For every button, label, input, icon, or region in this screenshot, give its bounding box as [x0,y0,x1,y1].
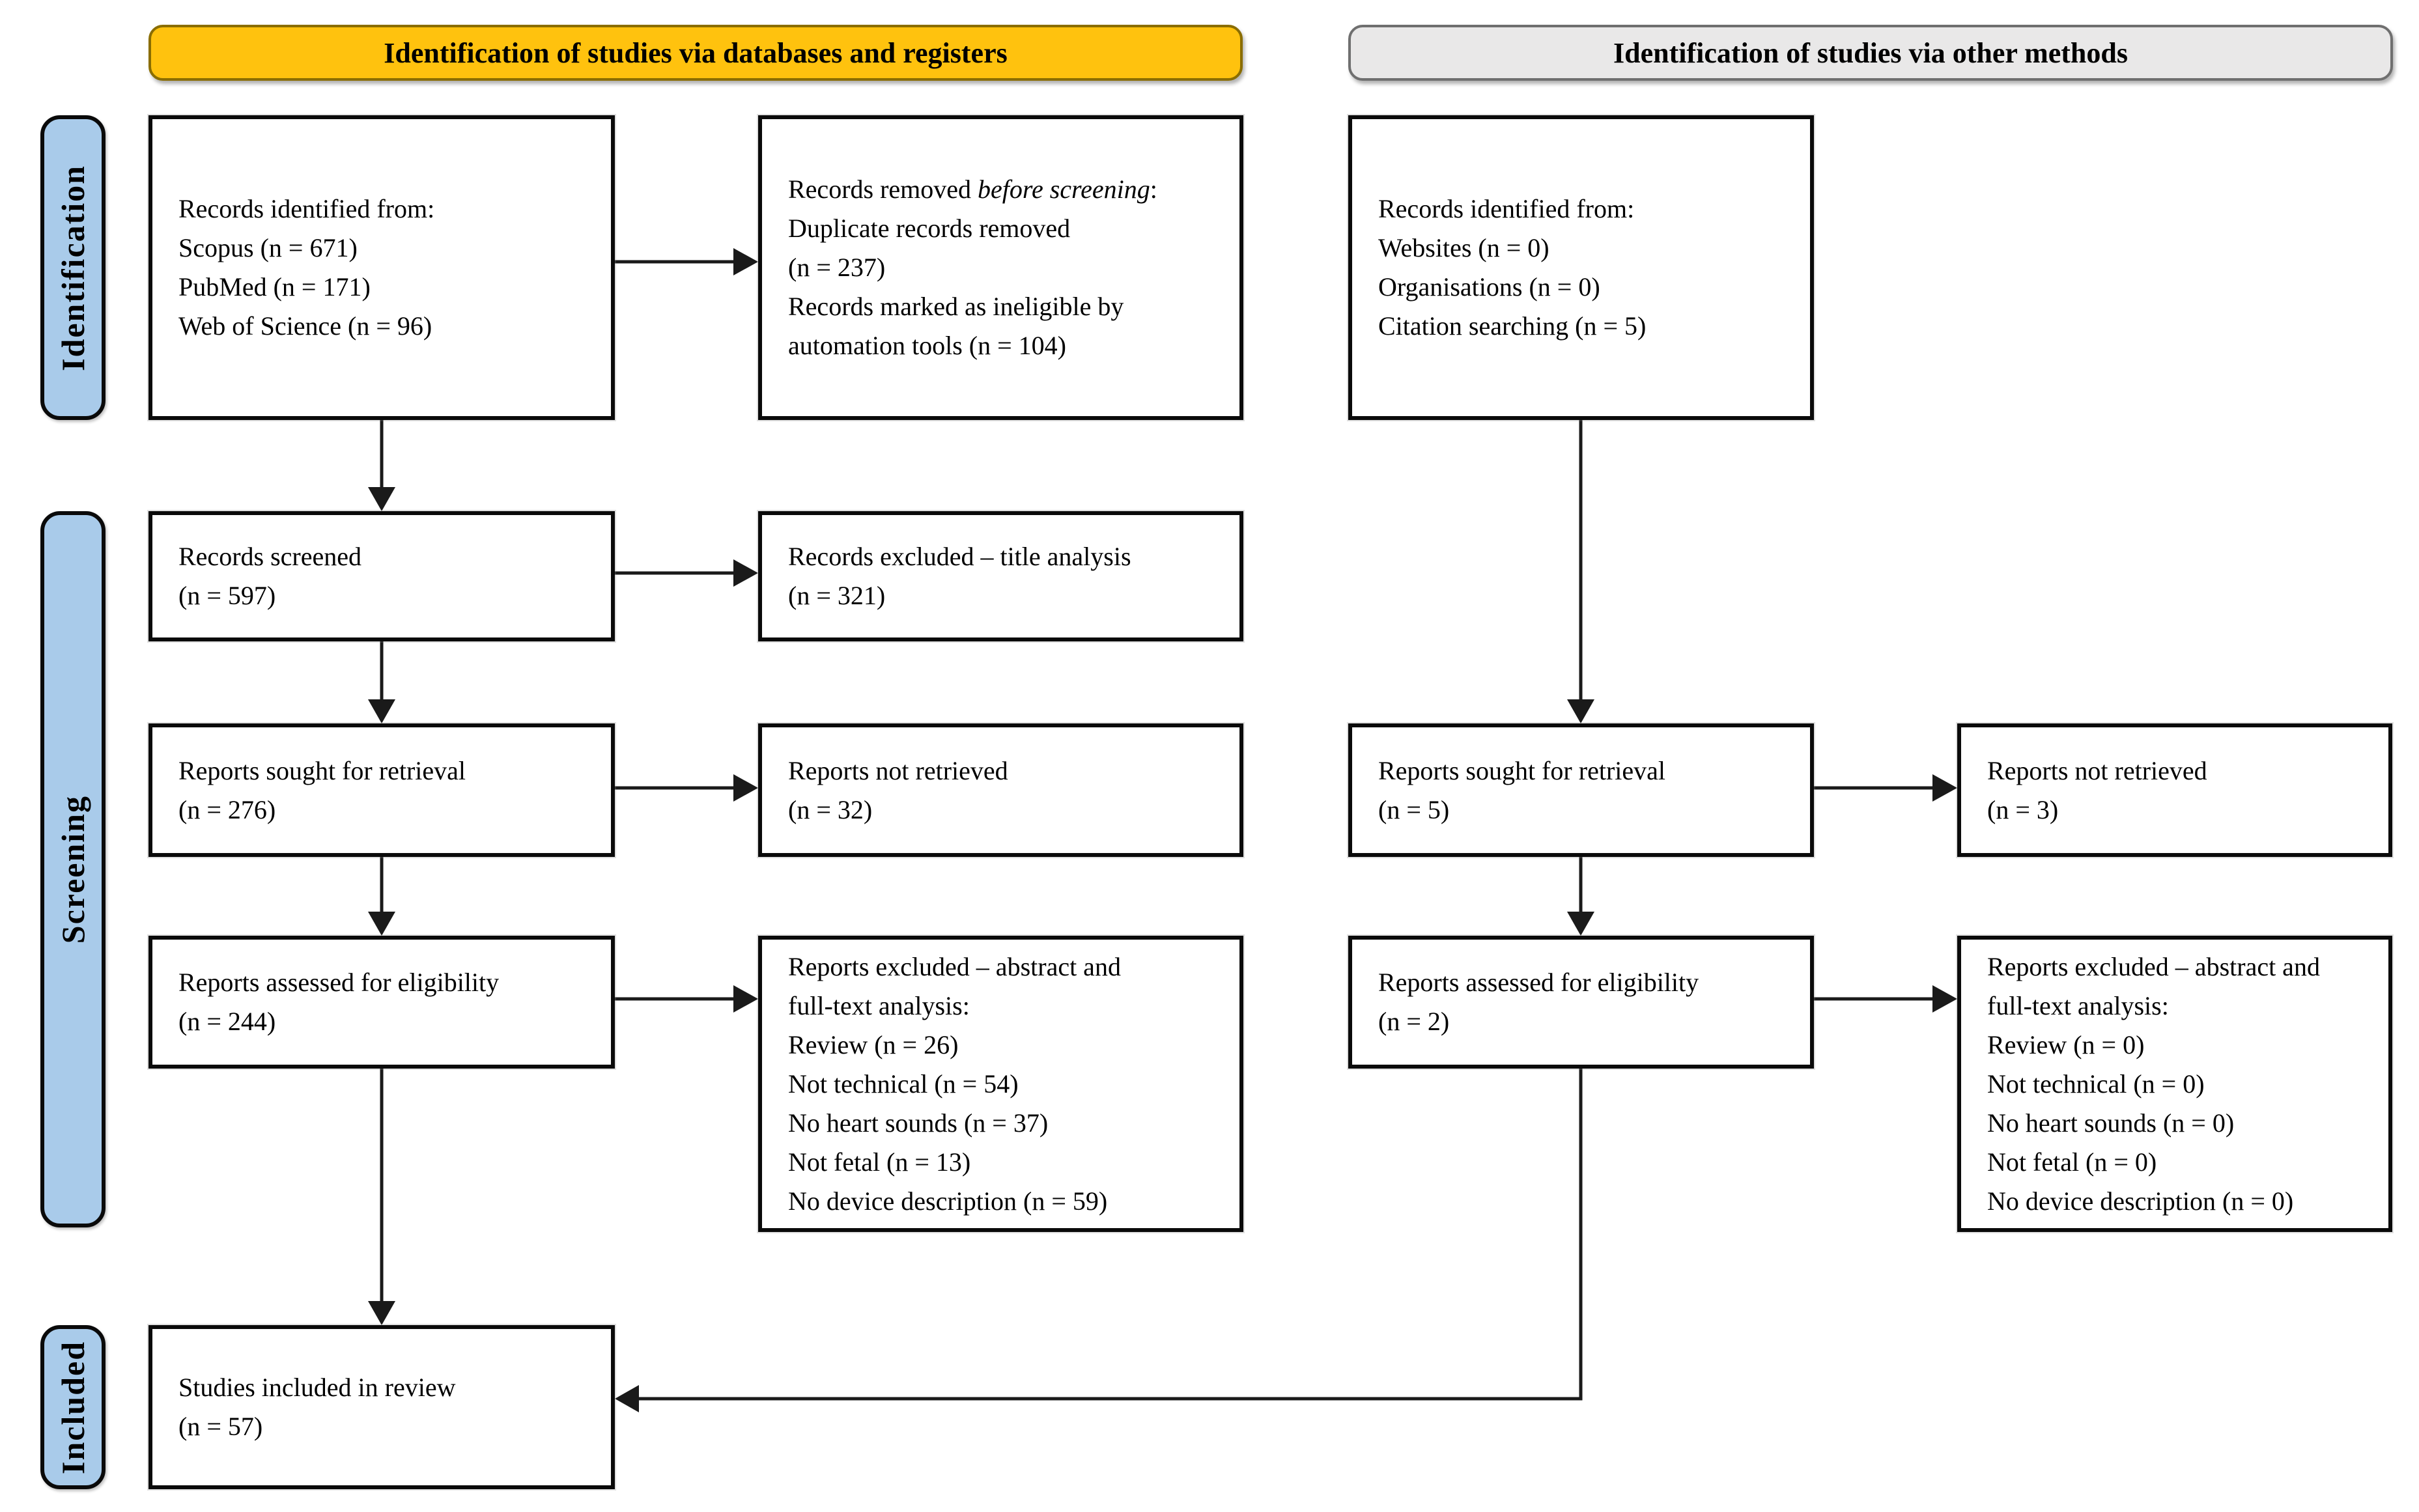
box-reports-excluded-databases-text [762,938,1239,1230]
text-line: Reports sought for retrieval [178,755,466,785]
box-reports-assessed-other [1348,936,1814,1069]
text-line: Not technical (n = 0) [1987,1069,2205,1099]
arrow-sought-to-notretrieved-db [615,774,758,802]
sidebar-identification [40,115,106,420]
text-line: (n = 276) [178,794,276,824]
text-line: Web of Science (n = 96) [178,311,432,341]
box-reports-not-retrieved-other [1957,723,2392,857]
arrow-assessed-to-excluded-db [615,985,758,1013]
text-line [788,170,1220,209]
box-records-screened-text [152,528,611,624]
text-line: (n = 5) [1378,794,1450,824]
sidebar-screening [40,511,106,1227]
arrow-identified-other-to-sought [1567,420,1594,723]
box-reports-excluded-databases [758,936,1243,1232]
text-line: Records excluded – title analysis [788,542,1131,571]
text-line: Not fetal (n = 13) [788,1147,971,1177]
box-reports-excluded-other-text [1961,938,2388,1230]
text-line: (n = 244) [178,1007,276,1036]
header-other-methods-label: Identification of studies via other methods [1613,36,2128,69]
text-line: Reports assessed for eligibility [1378,968,1699,997]
arrow-identified-to-screened [368,420,395,511]
records-removed-italic: before screening [978,175,1150,204]
header-databases-registers [149,25,1243,81]
text-line: No heart sounds (n = 0) [1987,1108,2235,1138]
arrow-identified-to-removed [615,248,758,275]
text-line: (n = 597) [178,581,276,610]
sidebar-identification-label: Identification [55,164,91,371]
text-line: Not technical (n = 54) [788,1069,1019,1099]
sidebar-included-label: Included [55,1340,91,1474]
header-other-methods [1348,25,2393,81]
records-removed-suffix: : [1150,175,1157,204]
records-removed-prefix: Records removed [788,175,978,204]
text-line: full-text analysis: [788,990,970,1020]
text-line: PubMed (n = 171) [178,272,371,301]
text-line: full-text analysis: [1987,990,2169,1020]
text-line: Websites (n = 0) [1378,233,1549,262]
text-line: Reports sought for retrieval [1378,755,1665,785]
text-line: Records identified from: [178,194,435,223]
text-line: Records identified from: [1378,194,1635,223]
text-line: Review (n = 26) [788,1029,959,1059]
text-line: Duplicate records removed [788,214,1071,243]
text-line: (n = 57) [178,1412,263,1441]
text-line: Not fetal (n = 0) [1987,1147,2157,1177]
arrow-assessed-to-included [368,1069,395,1325]
text-line: No device description (n = 0) [1987,1186,2294,1216]
box-reports-sought-databases-text [152,742,611,839]
text-line: (n = 321) [788,581,886,610]
box-reports-not-retrieved-other-text [1961,742,2388,839]
box-reports-sought-other-text [1352,742,1810,839]
arrow-screened-to-sought [368,641,395,723]
text-line: Reports not retrieved [1987,755,2207,785]
text-line: Reports excluded – abstract and [788,951,1121,981]
box-reports-not-retrieved-databases-text [762,742,1239,839]
sidebar-included [40,1325,106,1489]
text-line: Studies included in review [178,1373,456,1402]
box-records-identified-other-text [1352,180,1810,355]
box-reports-sought-other [1348,723,1814,857]
text-line: Records screened [178,542,361,571]
text-line: Reports assessed for eligibility [178,968,500,997]
text-line: Records marked as ineligible by [788,292,1124,321]
box-records-identified-databases-text [152,180,611,355]
box-records-excluded-title-analysis [758,511,1243,641]
text-line: Citation searching (n = 5) [1378,311,1647,341]
box-reports-assessed-other-text [1352,954,1810,1050]
box-studies-included-text [152,1359,611,1455]
sidebar-screening-label: Screening [55,794,91,944]
arrow-sought-to-assessed-other [1567,857,1594,936]
text-line: (n = 3) [1987,794,2059,824]
text-line: (n = 32) [788,794,873,824]
text-line: No heart sounds (n = 37) [788,1108,1049,1138]
box-records-identified-other [1348,115,1814,420]
box-reports-not-retrieved-databases [758,723,1243,857]
box-reports-excluded-other [1957,936,2392,1232]
arrow-sought-to-notretrieved-other [1814,774,1957,802]
header-databases-registers-label: Identification of studies via databases and registers [384,36,1008,69]
arrow-screened-to-excluded [615,559,758,587]
text-line: (n = 237) [788,253,886,282]
text-line: No device description (n = 59) [788,1186,1108,1216]
text-line: Reports excluded – abstract and [1987,951,2320,981]
text-line: Review (n = 0) [1987,1029,2145,1059]
box-records-screened [149,511,615,641]
arrow-assessed-to-excluded-other [1814,985,1957,1013]
text-line: Organisations (n = 0) [1378,272,1600,301]
box-records-excluded-title-analysis-text [762,528,1239,624]
box-records-removed-before-screening [758,115,1243,420]
box-reports-assessed-databases [149,936,615,1069]
box-studies-included [149,1325,615,1489]
box-records-identified-databases [149,115,615,420]
box-reports-sought-databases [149,723,615,857]
box-records-removed-before-screening-text [762,161,1239,374]
box-reports-assessed-databases-text [152,954,611,1050]
text-line: (n = 2) [1378,1007,1450,1036]
arrow-sought-to-assessed-db [368,857,395,936]
text-line: Reports not retrieved [788,755,1008,785]
text-line: automation tools (n = 104) [788,331,1066,360]
text-line: Scopus (n = 671) [178,233,358,262]
